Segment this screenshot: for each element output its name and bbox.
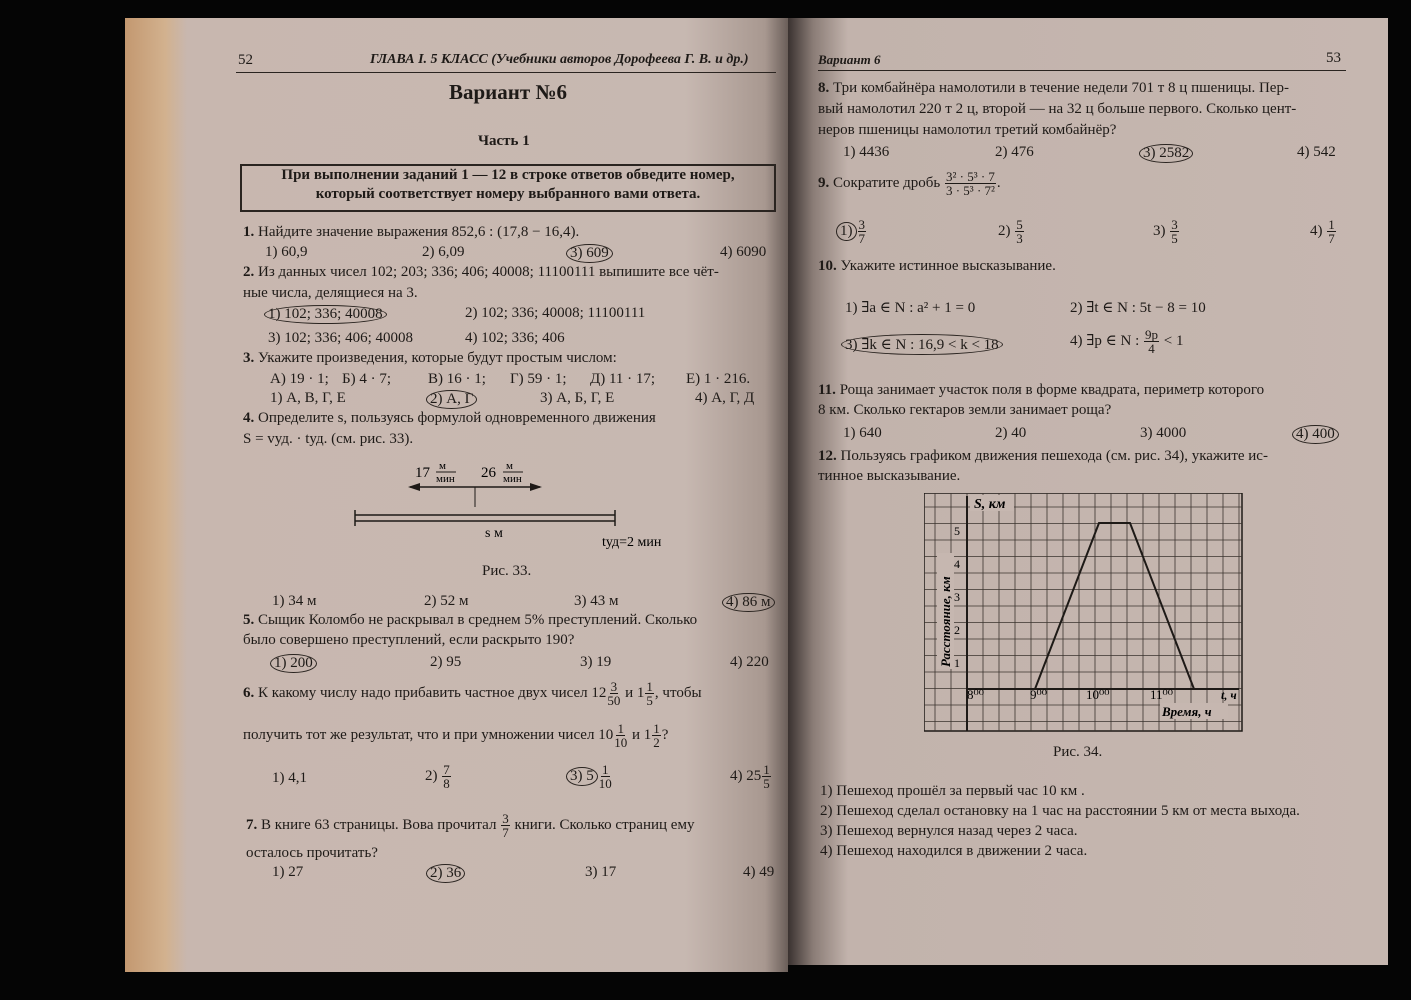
right-page-number: 53 [1326,50,1341,66]
q10-answer-4[interactable]: 4) ∃p ∈ N : $\frac{9p}{4}$ < 1 [1070,327,1184,356]
q5-text-2: было совершено преступлений, если раскрыто 190? [243,632,575,648]
q5-answer-4[interactable]: 4) 220 [730,654,769,670]
fig33-speed1: 17 [415,465,430,481]
q11-text-2: 8 км. Сколько гектаров земли занимает роща? [818,402,1112,418]
fig34-x-tick-11: 11⁰⁰ [1150,687,1173,702]
fig34-y-tick-2: 2 [954,623,960,637]
fig34-y-tick-4: 4 [954,557,960,571]
q4-answer-3[interactable]: 3) 43 м [574,593,619,609]
q5-answer-1[interactable]: 1) 200 [270,654,317,673]
q2-answer-4[interactable]: 4) 102; 336; 406 [465,330,565,346]
q3-item-e: Е) 1 · 216. [686,371,751,387]
q3-item-a: А) 19 · 1; [270,371,329,387]
q7-answer-4[interactable]: 4) 49 [743,864,775,880]
q6-answer-4[interactable]: 4) 25 $\frac{1}{5}$ [730,762,770,791]
right-header-rule [818,70,1346,71]
fig34-y-tick-5: 5 [954,524,960,538]
q3-answer-3[interactable]: 3) А, Б, Г, Е [540,390,615,406]
q2-text-1: 2. Из данных чисел 102; 203; 336; 406; 40008; 11100111 выпишите все чёт- [243,264,719,280]
q3-text: 3. Укажите произведения, которые будут простым числом: [243,350,617,366]
q12-answer-1[interactable]: 1) Пешеход прошёл за первый час 10 км . [820,783,1085,799]
instruction-line-2: который соответствует номеру выбранного вами ответа. [315,186,701,202]
q2-answer-1[interactable]: 1) 102; 336; 40008 [264,305,387,324]
q3-item-b: Б) 4 · 7; [342,371,392,387]
fig34-caption: Рис. 34. [1053,744,1103,760]
q8-answer-4[interactable]: 4) 542 [1297,144,1336,160]
fig33-time: tуд=2 мин [602,535,662,550]
q1-answer-1[interactable]: 1) 60,9 [265,244,308,260]
q9-answer-2[interactable]: 2) $\frac{5}{3}$ [998,217,1023,246]
fig33-arrow-left [408,483,420,491]
q6-text-2: получить тот же результат, что и при умножении чисел 10 $\frac{1}{10}$ и 1 $\frac{1}{2}$ ? [243,721,669,750]
fig34-y-tick-3: 3 [954,590,960,604]
q8-answer-3[interactable]: 3) 2582 [1139,144,1193,163]
q6-text-1: 6. К какому числу надо прибавить частное двух чисел 12 $\frac{3}{50}$ и 1 $\frac{1}{5}$ , чтобы [243,679,702,708]
q7-text-1: 7. В книге 63 страницы. Вова прочитал $\frac{3}{7}$ книги. Сколько страниц ему [246,811,695,840]
q10-answer-1[interactable]: 1) ∃a ∈ N : a² + 1 = 0 [845,300,976,316]
fig34-y-label: Расстояние, км [938,576,953,667]
q1-answer-3[interactable]: 3) 609 [566,244,613,263]
header-rule [236,72,776,73]
q2-answer-3[interactable]: 3) 102; 336; 406; 40008 [268,330,413,346]
part-title: Часть 1 [478,133,530,149]
q12-answer-2[interactable]: 2) Пешеход сделал остановку на 1 час на расстоянии 5 км от места выхода. [820,803,1300,819]
q12-answer-4[interactable]: 4) Пешеход находился в движении 2 часа. [820,843,1088,859]
q3-answer-1[interactable]: 1) А, В, Г, Е [270,390,346,406]
q4-answer-2[interactable]: 2) 52 м [424,593,469,609]
q5-text-1: 5. Сыщик Коломбо не раскрывал в среднем 5% преступлений. Сколько [243,612,698,628]
fig34-t-label: t, ч [1221,688,1237,702]
instruction-box [240,164,776,212]
q3-answer-4[interactable]: 4) А, Г, Д [695,390,755,406]
q3-item-d: Д) 11 · 17; [590,371,656,387]
q9-text: 9. Сократите дробь $\frac{\text{3² · 5³ · 7}}{\text{3 · 5³ · 7²}}$ . [818,169,1001,198]
q7-answer-3[interactable]: 3) 17 [585,864,617,880]
q11-text-1: 11. Роща занимает участок поля в форме квадрата, периметр которого [818,382,1265,398]
fig34-y-tick-1: 1 [954,656,960,670]
fig33-caption: Рис. 33. [482,563,532,579]
q6-answer-2[interactable]: 2) $\frac{7}{8}$ [425,762,450,791]
fig33-unit1-num: м [439,460,446,472]
q11-answer-2[interactable]: 2) 40 [995,425,1027,441]
q5-answer-2[interactable]: 2) 95 [430,654,462,670]
q6-answer-1[interactable]: 1) 4,1 [272,770,307,786]
q9-answer-4[interactable]: 4) $\frac{1}{7}$ [1310,217,1335,246]
q11-answer-1[interactable]: 1) 640 [843,425,882,441]
figure-33 [340,455,680,555]
q12-text-2: тинное высказывание. [818,468,961,484]
fig34-x-tick-8: 8⁰⁰ [967,687,984,702]
q2-answer-2[interactable]: 2) 102; 336; 40008; 11100111 [465,305,646,321]
fig34-x-tick-9: 9⁰⁰ [1030,687,1047,702]
fig33-speed2: 26 [481,465,496,481]
figure-34-graph [924,493,1244,733]
q8-text-3: неров пшеницы намолотил третий комбайнёр? [818,122,1117,138]
fig33-unit2-num: м [506,460,513,472]
q4-text-2: S = vуд. · tуд. (см. рис. 33). [243,431,414,447]
fig34-s-label: S, км [974,497,1006,512]
q1-text: 1. Найдите значение выражения 852,6 : (17,8 − 16,4). [243,224,580,240]
q8-answer-1[interactable]: 1) 4436 [843,144,890,160]
q10-answer-2[interactable]: 2) ∃t ∈ N : 5t − 8 = 10 [1070,300,1206,316]
left-page-number: 52 [238,52,253,68]
q7-text-2: осталось прочитать? [246,845,378,861]
fig33-arrow-right [530,483,542,491]
q8-answer-2[interactable]: 2) 476 [995,144,1034,160]
q2-text-2: ные числа, делящиеся на 3. [243,285,418,301]
q4-answer-1[interactable]: 1) 34 м [272,593,317,609]
q11-answer-4[interactable]: 4) 400 [1292,425,1339,444]
q10-text: 10. Укажите истинное высказывание. [818,258,1056,274]
q8-text-2: вый намолотил 220 т 2 ц, второй — на 32 ц больше первого. Сколько цент- [818,101,1297,117]
q5-answer-3[interactable]: 3) 19 [580,654,612,670]
fig34-x-tick-10: 10⁰⁰ [1086,687,1110,702]
q1-answer-2[interactable]: 2) 6,09 [422,244,465,260]
q12-text-1: 12. Пользуясь графиком движения пешехода (см. рис. 34), укажите ис- [818,448,1268,464]
q4-text-1: 4. Определите s, пользуясь формулой одновременного движения [243,410,656,426]
q8-text-1: 8. Три комбайнёра намолотили в течение недели 701 т 8 ц пшеницы. Пер- [818,80,1289,96]
q11-answer-3[interactable]: 3) 4000 [1140,425,1187,441]
q6-answer-3[interactable]: 3) 5 $\frac{1}{10}$ [570,763,613,790]
left-running-head: ГЛАВА I. 5 КЛАСС (Учебники авторов Дорофеева Г. В. и др.) [370,52,749,67]
fig33-unit2-den: мин [503,473,522,485]
q12-answer-3[interactable]: 3) Пешеход вернулся назад через 2 часа. [820,823,1078,839]
instruction-line-1: При выполнении заданий 1 — 12 в строке ответов обведите номер, [281,167,735,183]
variant-title: Вариант №6 [449,80,568,104]
q10-answer-3[interactable]: 3) ∃k ∈ N : 16,9 < k < 18 [841,334,1003,355]
q3-item-g: Г) 59 · 1; [510,371,567,387]
q9-answer-1[interactable]: 1) $\frac{3}{7}$ [840,218,867,245]
q9-answer-3[interactable]: 3) $\frac{3}{5}$ [1153,217,1178,246]
q7-answer-2[interactable]: 2) 36 [426,864,465,883]
q4-answer-4[interactable]: 4) 86 м [722,593,775,612]
fig33-unit1-den: мин [436,473,455,485]
q1-answer-4[interactable]: 4) 6090 [720,244,767,260]
q7-answer-1[interactable]: 1) 27 [272,864,304,880]
right-running-head: Вариант 6 [818,52,881,67]
fig33-distance: s м [485,526,503,541]
q3-answer-2[interactable]: 2) А, Г [426,390,477,409]
fig34-x-label: Время, ч [1162,704,1212,719]
q3-item-v: В) 16 · 1; [428,371,486,387]
